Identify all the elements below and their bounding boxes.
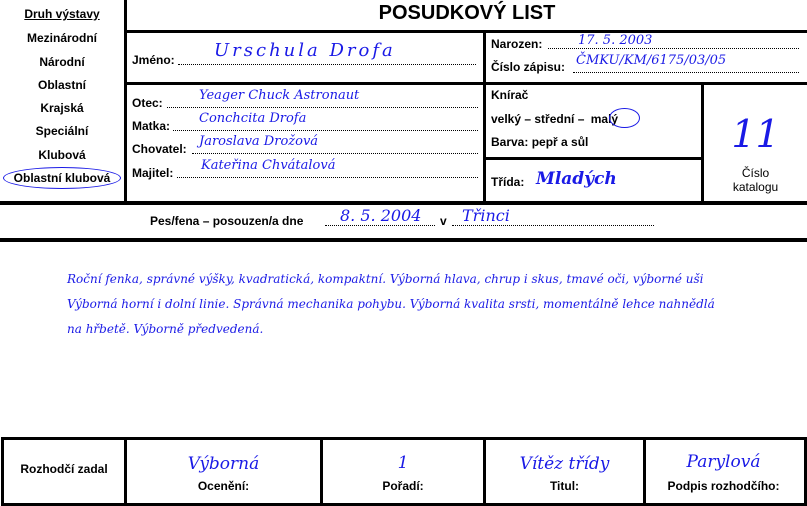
breeder-value[interactable]: Jaroslava Drožová [199, 134, 319, 149]
reg-dotted-line [573, 72, 799, 73]
reg-label: Číslo zápisu: [491, 60, 566, 74]
catalog-number[interactable]: 11 [731, 112, 780, 156]
rank-value[interactable]: 1 [397, 453, 409, 473]
breeder-dotted-line [192, 153, 478, 154]
class-label: Třída: [491, 175, 525, 189]
class-value[interactable]: Mladých [536, 169, 617, 189]
owner-dotted-line [177, 177, 478, 178]
evaluation-line-1: Roční fenka, správné výšky, kvadratická, kompaktní. Výborná hlava, chrup i skus, tmavé oči, výborné uši [67, 272, 704, 286]
name-dotted-line [178, 64, 476, 65]
judged-row-rule [0, 238, 807, 242]
show-type-narodni[interactable]: Národní [39, 55, 85, 69]
top-section-rule [0, 201, 807, 205]
born-label: Narozen: [491, 37, 543, 51]
show-type-oblastni-klubova[interactable]: Oblastní klubová [13, 171, 111, 185]
size-selected-circle [609, 108, 640, 128]
evaluation-line-3: na hřbetě. Výborně předvedená. [67, 322, 264, 336]
show-type-specialni[interactable]: Speciální [35, 124, 89, 138]
selected-show-type-circle [3, 167, 121, 189]
mother-label: Matka: [132, 119, 171, 133]
judge-label: Rozhodčí zadal [20, 462, 108, 476]
reg-value[interactable]: ČMKU/KM/6175/03/05 [576, 53, 727, 68]
name-label: Jméno: [132, 53, 175, 67]
parents-breed-divider [483, 84, 486, 202]
size-selected[interactable]: malý [590, 112, 619, 126]
mother-dotted-line [173, 130, 478, 131]
breeder-label: Chovatel: [132, 142, 187, 156]
title-value[interactable]: Vítěz třídy [519, 454, 610, 474]
rank-label: Pořadí: [382, 479, 424, 493]
judged-place[interactable]: Třinci [462, 206, 510, 225]
form-title: POSUDKOVÝ LIST [378, 2, 556, 24]
show-type-mezinarodni[interactable]: Mezinárodní [26, 31, 97, 45]
father-label: Otec: [132, 96, 163, 110]
color-text: Barva: pepř a sůl [491, 135, 589, 149]
signature-value[interactable]: Parylová [686, 452, 761, 472]
rating-label: Ocenění: [197, 479, 250, 493]
judged-prefix: Pes/fena – posouzen/a dne [150, 214, 304, 228]
header-rule [124, 30, 807, 33]
father-value[interactable]: Yeager Chuck Astronaut [199, 88, 360, 103]
father-dotted-line [167, 107, 478, 108]
signature-label: Podpis rozhodčího: [667, 479, 780, 493]
owner-label: Majitel: [132, 166, 174, 180]
judged-in-label: v [440, 214, 447, 228]
show-type-oblastni[interactable]: Oblastní [37, 78, 86, 92]
catalog-label-line2: katalogu [732, 180, 779, 194]
owner-value[interactable]: Kateřina Chvátalová [201, 158, 336, 173]
mother-value[interactable]: Conchcita Drofa [199, 111, 307, 126]
breed-name: Knírač [491, 88, 529, 102]
born-dotted-line [548, 48, 799, 49]
judged-date[interactable]: 8. 5. 2004 [340, 206, 422, 225]
name-value[interactable]: Urschula Drofa [214, 40, 396, 61]
evaluation-line-2: Výborná horní i dolní linie. Správná mechanika pohybu. Výborná kvalita srsti, momentálně lehce nahnědlá [67, 297, 715, 311]
show-types-heading: Druh výstavy [24, 7, 100, 21]
name-born-divider [483, 30, 486, 84]
show-type-krajska[interactable]: Krajská [40, 101, 84, 115]
judged-place-dotted-line [452, 225, 654, 226]
name-row-rule [124, 82, 807, 85]
title-label: Titul: [549, 479, 580, 493]
judged-date-dotted-line [325, 225, 435, 226]
breed-class-rule [483, 157, 703, 160]
rating-value[interactable]: Výborná [187, 454, 260, 474]
size-options-prefix: velký – střední – [491, 112, 585, 126]
born-value[interactable]: 17. 5. 2003 [578, 33, 653, 48]
show-type-klubova[interactable]: Klubová [38, 148, 86, 162]
catalog-label-line1: Číslo [741, 166, 770, 180]
size-options [491, 112, 618, 126]
